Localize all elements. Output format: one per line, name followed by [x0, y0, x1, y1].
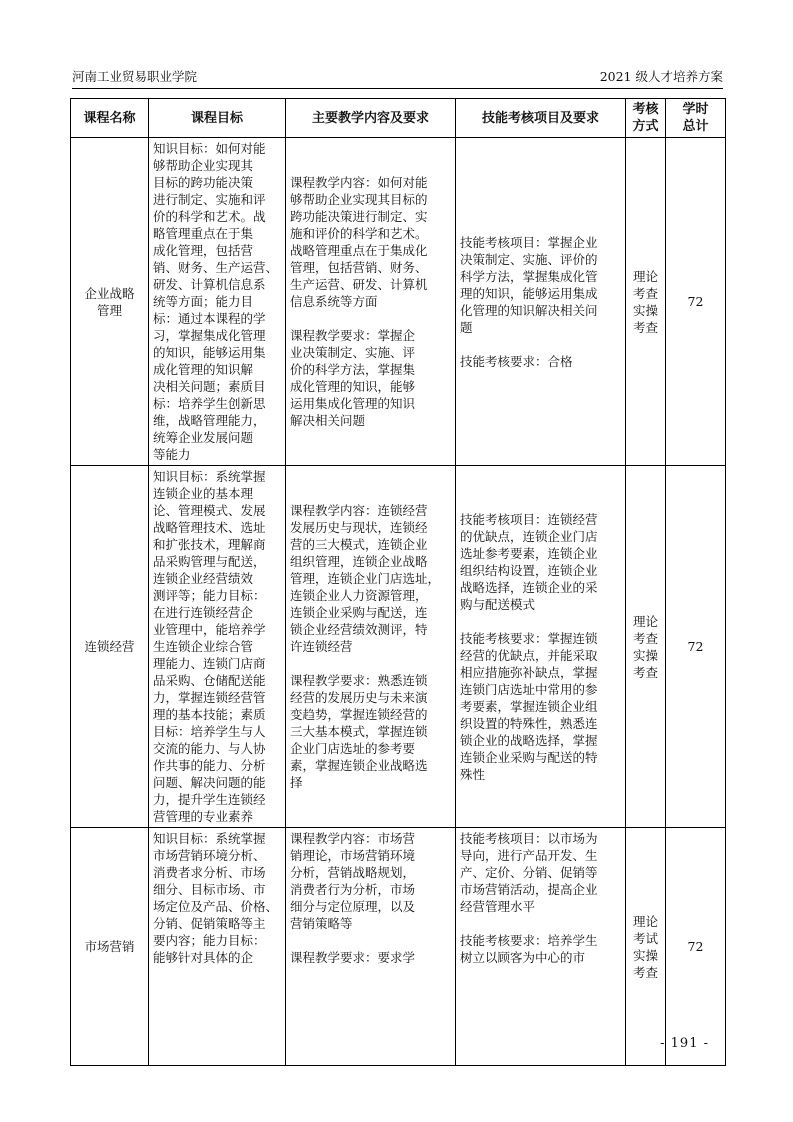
course-goal-line: 目标：培养学生与人: [153, 724, 266, 739]
teaching-content-line: 战略管理重点在于集成化: [290, 243, 428, 258]
column-header: [149, 99, 286, 138]
teaching-content-line: 连锁企业人力资源管理，: [290, 588, 428, 603]
course-goal-line: 品采购管理与配送，: [153, 554, 266, 569]
teaching-content-line: 消费者行为分析，市场: [290, 882, 416, 897]
skill-assessment-cell: [456, 828, 626, 1066]
course-name: 管理: [96, 302, 122, 318]
column-header-text: 课程目标: [190, 110, 243, 126]
skill-assessment-line: 科学方法，掌握集成化管: [460, 268, 598, 284]
course-name: 企业战略: [84, 285, 135, 301]
skill-assessment-line: 锁企业的战略选择，掌握: [460, 732, 598, 748]
assessment-method: 考查: [632, 285, 658, 301]
assessment-method: 理论: [632, 913, 658, 929]
teaching-content-cell: [286, 138, 456, 466]
course-goal-line: 决相关问题；素质目: [153, 379, 266, 394]
course-goal-line: 问题、解决问题的能: [153, 775, 266, 790]
course-goal-cell: [149, 466, 286, 828]
column-header-text: 方式: [632, 119, 659, 134]
teaching-content-line: 运用集成化管理的知识: [290, 396, 416, 411]
teaching-content-line: 素，掌握连锁企业战略选: [290, 758, 428, 773]
course-goal-line: 业管理中，能培养学: [153, 622, 266, 637]
course-goal-line: 作共事的能力、分析: [153, 758, 266, 773]
skill-assessment-line: 技能考核要求：合格: [460, 353, 573, 369]
skill-assessment-line: 技能考核项目：连锁经营: [460, 511, 598, 527]
skill-assessment-line: 决策制定、实施、评价的: [460, 251, 598, 267]
column-header-text: 课程名称: [83, 110, 136, 126]
skill-assessment-line: 树立以顾客为中心的市: [460, 950, 586, 965]
assessment-method: 理论: [632, 268, 658, 284]
course-goal-line: 测评等；能力目标：: [153, 588, 266, 603]
skill-assessment-line: 考要素，掌握连锁企业组: [460, 698, 598, 714]
paragraph-gap: [290, 932, 451, 949]
column-header: [456, 99, 626, 138]
skill-assessment-line: 技能考核要求：培养学生: [460, 933, 598, 948]
teaching-content-line: 课程教学内容：市场营: [290, 831, 416, 846]
course-table: [70, 98, 726, 1066]
course-goal-line: 在进行连锁经营企: [153, 605, 254, 620]
teaching-content-line: 变趋势，掌握连锁经营的: [290, 707, 428, 722]
skill-assessment-line: 购与配送模式: [460, 596, 536, 612]
skill-assessment-cell: [456, 466, 626, 828]
course-name-cell: [71, 828, 149, 1066]
assessment-method: 考查: [632, 664, 658, 680]
assessment-method: 考查: [632, 319, 658, 335]
teaching-content-line: 课程教学内容：连锁经营: [290, 503, 428, 518]
course-name-cell: [71, 466, 149, 828]
teaching-content-line: 择: [290, 775, 303, 790]
assessment-method: 实操: [632, 947, 658, 963]
teaching-content-line: 课程教学要求：掌握企: [290, 328, 416, 343]
skill-assessment-line: 战略选择，连锁企业的采: [460, 579, 598, 595]
course-goal-line: 销、财务、生产运营、: [153, 260, 279, 275]
course-goal-line: 知识目标：如何对能: [153, 141, 266, 156]
column-header-text: 技能考核项目及要求: [481, 110, 599, 126]
column-header-text: 学时: [682, 102, 709, 117]
course-goal-line: 消费者求分析、市场: [153, 865, 266, 880]
course-goal-line: 价的科学和艺术。战: [153, 209, 266, 224]
assessment-method-cell: [626, 828, 666, 1066]
teaching-content-line: 解决相关问题: [290, 413, 366, 428]
teaching-content-line: 跨功能决策进行制定、实: [290, 209, 428, 224]
total-hours: 72: [687, 939, 704, 954]
assessment-method: 实操: [632, 302, 658, 318]
course-goal-line: 成化管理的知识解: [153, 362, 254, 377]
skill-assessment-line: 产、定价、分销、促销等: [460, 865, 598, 880]
total-hours-cell: [666, 828, 726, 1066]
teaching-content-line: 施和评价的科学和艺术。: [290, 226, 428, 241]
assessment-method: 实操: [632, 647, 658, 663]
course-goal-line: 连锁企业经营绩效: [153, 571, 254, 586]
teaching-content-line: 许连锁经营: [290, 639, 353, 654]
course-goal-line: 分销、促销策略等主: [153, 916, 266, 931]
paragraph-gap: [290, 655, 451, 672]
teaching-content-line: 信息系统等方面: [290, 294, 378, 309]
teaching-content-line: 分析，营销战略规划，: [290, 865, 416, 880]
course-goal-line: 理能力、连锁门店商: [153, 656, 266, 671]
teaching-content-cell: [286, 466, 456, 828]
running-header: [72, 63, 723, 89]
total-hours: 72: [687, 639, 704, 654]
table-row: [71, 466, 726, 828]
header-doc-title: 2021 级人才培养方案: [599, 69, 723, 84]
course-goal-cell: [149, 138, 286, 466]
column-header: [666, 99, 726, 138]
teaching-content-line: 管理，连锁企业门店选址，: [290, 571, 441, 586]
paragraph-gap: [460, 915, 621, 932]
skill-assessment-line: 理的知识，能够运用集成: [460, 285, 598, 301]
skill-assessment-line: 连锁门店选址中常用的参: [460, 681, 598, 697]
table-header-row: [71, 99, 726, 138]
teaching-content-line: 课程教学内容：如何对能: [290, 175, 428, 190]
course-goal-line: 连锁企业的基本理: [153, 486, 254, 501]
skill-assessment-line: 经营管理水平: [460, 899, 536, 914]
skill-assessment-line: 化管理的知识解决相关问: [460, 302, 598, 318]
page-number: - 191 -: [660, 1036, 709, 1051]
course-goal-line: 知识目标：系统掌握: [153, 831, 266, 846]
course-goal-line: 场定位及产品、价格、: [153, 899, 279, 914]
teaching-content-line: 管理，包括营销、财务、: [290, 260, 428, 275]
paragraph-gap: [460, 336, 621, 353]
course-name-cell: [71, 138, 149, 466]
course-goal-line: 目标的跨功能决策: [153, 175, 254, 190]
course-goal-line: 要内容；能力目标：: [153, 933, 266, 948]
teaching-content-line: 经营的发展历史与未来演: [290, 690, 428, 705]
teaching-content-line: 价的科学方法，掌握集: [290, 362, 416, 377]
course-goal-line: 成化管理，包括营: [153, 243, 254, 258]
course-goal-line: 和扩张技术，理解商: [153, 537, 266, 552]
header-school: 河南工业贸易职业学院: [72, 69, 198, 84]
teaching-content-line: 营销策略等: [290, 916, 353, 931]
column-header-text: 总计: [682, 119, 709, 134]
column-header-text: 主要教学内容及要求: [311, 110, 429, 126]
course-name: 市场营销: [84, 939, 135, 954]
course-goal-line: 等能力: [153, 447, 191, 462]
course-goal-line: 进行制定、实施和评: [153, 192, 266, 207]
column-header: [71, 99, 149, 138]
column-header: [286, 99, 456, 138]
column-header: [626, 99, 666, 138]
skill-assessment-line: 技能考核项目：掌握企业: [460, 234, 598, 250]
course-goal-line: 维，战略管理能力，: [153, 413, 266, 428]
teaching-content-line: 企业门店选址的参考要: [290, 741, 416, 756]
teaching-content-line: 三大基本模式，掌握连锁: [290, 724, 428, 739]
course-goal-line: 交流的能力、与人协: [153, 741, 266, 756]
course-goal-line: 市场营销环境分析、: [153, 848, 266, 863]
teaching-content-line: 销理论，市场营销环境: [290, 848, 416, 863]
skill-assessment-line: 组织结构设置，连锁企业: [460, 562, 598, 578]
course-goal-line: 细分、目标市场、市: [153, 882, 266, 897]
assessment-method: 考查: [632, 630, 658, 646]
course-name: 连锁经营: [84, 639, 135, 654]
skill-assessment-line: 相应措施弥补缺点，掌握: [460, 664, 598, 680]
teaching-content-line: 课程教学要求：熟悉连锁: [290, 673, 428, 688]
skill-assessment-cell: [456, 138, 626, 466]
column-header-text: 考核: [632, 102, 659, 117]
skill-assessment-line: 题: [460, 319, 473, 335]
teaching-content-line: 营的三大模式，连锁企业: [290, 537, 428, 552]
paragraph-gap: [460, 613, 621, 630]
course-goal-line: 标：培养学生创新思: [153, 396, 266, 411]
teaching-content-line: 锁企业经营绩效测评，特: [290, 622, 428, 637]
assessment-method: 理论: [632, 613, 658, 629]
course-goal-line: 力，提升学生连锁经: [153, 792, 266, 807]
table-row: [71, 138, 726, 466]
skill-assessment-line: 技能考核要求：掌握连锁: [460, 630, 598, 646]
teaching-content-line: 生产运营、研发、计算机: [290, 277, 428, 292]
skill-assessment-line: 的优缺点，连锁企业门店: [460, 528, 598, 544]
skill-assessment-line: 殊性: [460, 766, 486, 782]
teaching-content-line: 细分与定位原理，以及: [290, 899, 416, 914]
course-goal-line: 生连锁企业综合管: [153, 639, 254, 654]
total-hours-cell: [666, 138, 726, 466]
course-goal-line: 论、管理模式、发展: [153, 503, 266, 518]
course-goal-line: 统筹企业发展问题: [153, 430, 254, 445]
assessment-method: 考查: [632, 964, 658, 980]
course-goal-line: 能够针对具体的企: [153, 950, 254, 965]
teaching-content-line: 够帮助企业实现其目标的: [290, 192, 428, 207]
course-goal-line: 的知识，能够运用集: [153, 345, 266, 360]
teaching-content-line: 组织管理，连锁企业战略: [290, 554, 428, 569]
course-goal-line: 营管理的专业素养: [153, 809, 254, 824]
total-hours-cell: [666, 466, 726, 828]
teaching-content-line: 课程教学要求：要求学: [290, 950, 416, 965]
assessment-method-cell: [626, 466, 666, 828]
course-goal-line: 够帮助企业实现其: [153, 158, 254, 173]
skill-assessment-line: 经营的优缺点，并能采取: [460, 647, 598, 663]
teaching-content-cell: [286, 828, 456, 1066]
course-goal-line: 研发、计算机信息系: [153, 277, 266, 292]
skill-assessment-line: 选址参考要素，连锁企业: [460, 545, 598, 561]
teaching-content-line: 发展历史与现状，连锁经: [290, 520, 428, 535]
teaching-content-line: 连锁企业采购与配送，连: [290, 605, 428, 620]
skill-assessment-line: 导向，进行产品开发、生: [460, 848, 598, 863]
assessment-method-cell: [626, 138, 666, 466]
skill-assessment-line: 织设置的特殊性，熟悉连: [460, 715, 598, 731]
total-hours: 72: [687, 294, 704, 309]
paragraph-gap: [290, 310, 451, 327]
course-goal-line: 统等方面；能力目: [153, 294, 254, 309]
course-goal-line: 战略管理技术、选址: [153, 520, 266, 535]
course-goal-line: 力，掌握连锁经营管: [153, 690, 266, 705]
assessment-method: 考试: [632, 930, 658, 946]
skill-assessment-line: 技能考核项目：以市场为: [460, 831, 598, 846]
table-row: [71, 828, 726, 1066]
course-goal-line: 习，掌握集成化管理: [153, 328, 266, 343]
skill-assessment-line: 市场营销活动，提高企业: [460, 882, 598, 897]
course-goal-line: 理的基本技能；素质: [153, 707, 266, 722]
course-goal-cell: [149, 828, 286, 1066]
course-goal-line: 略管理重点在于集: [153, 226, 254, 241]
skill-assessment-line: 连锁企业采购与配送的特: [460, 749, 598, 765]
course-goal-line: 品采购、仓储配送能: [153, 673, 266, 688]
teaching-content-line: 业决策制定、实施、评: [290, 345, 416, 360]
course-goal-line: 标：通过本课程的学: [153, 311, 266, 326]
teaching-content-line: 成化管理的知识，能够: [290, 379, 416, 394]
course-goal-line: 知识目标：系统掌握: [153, 469, 266, 484]
